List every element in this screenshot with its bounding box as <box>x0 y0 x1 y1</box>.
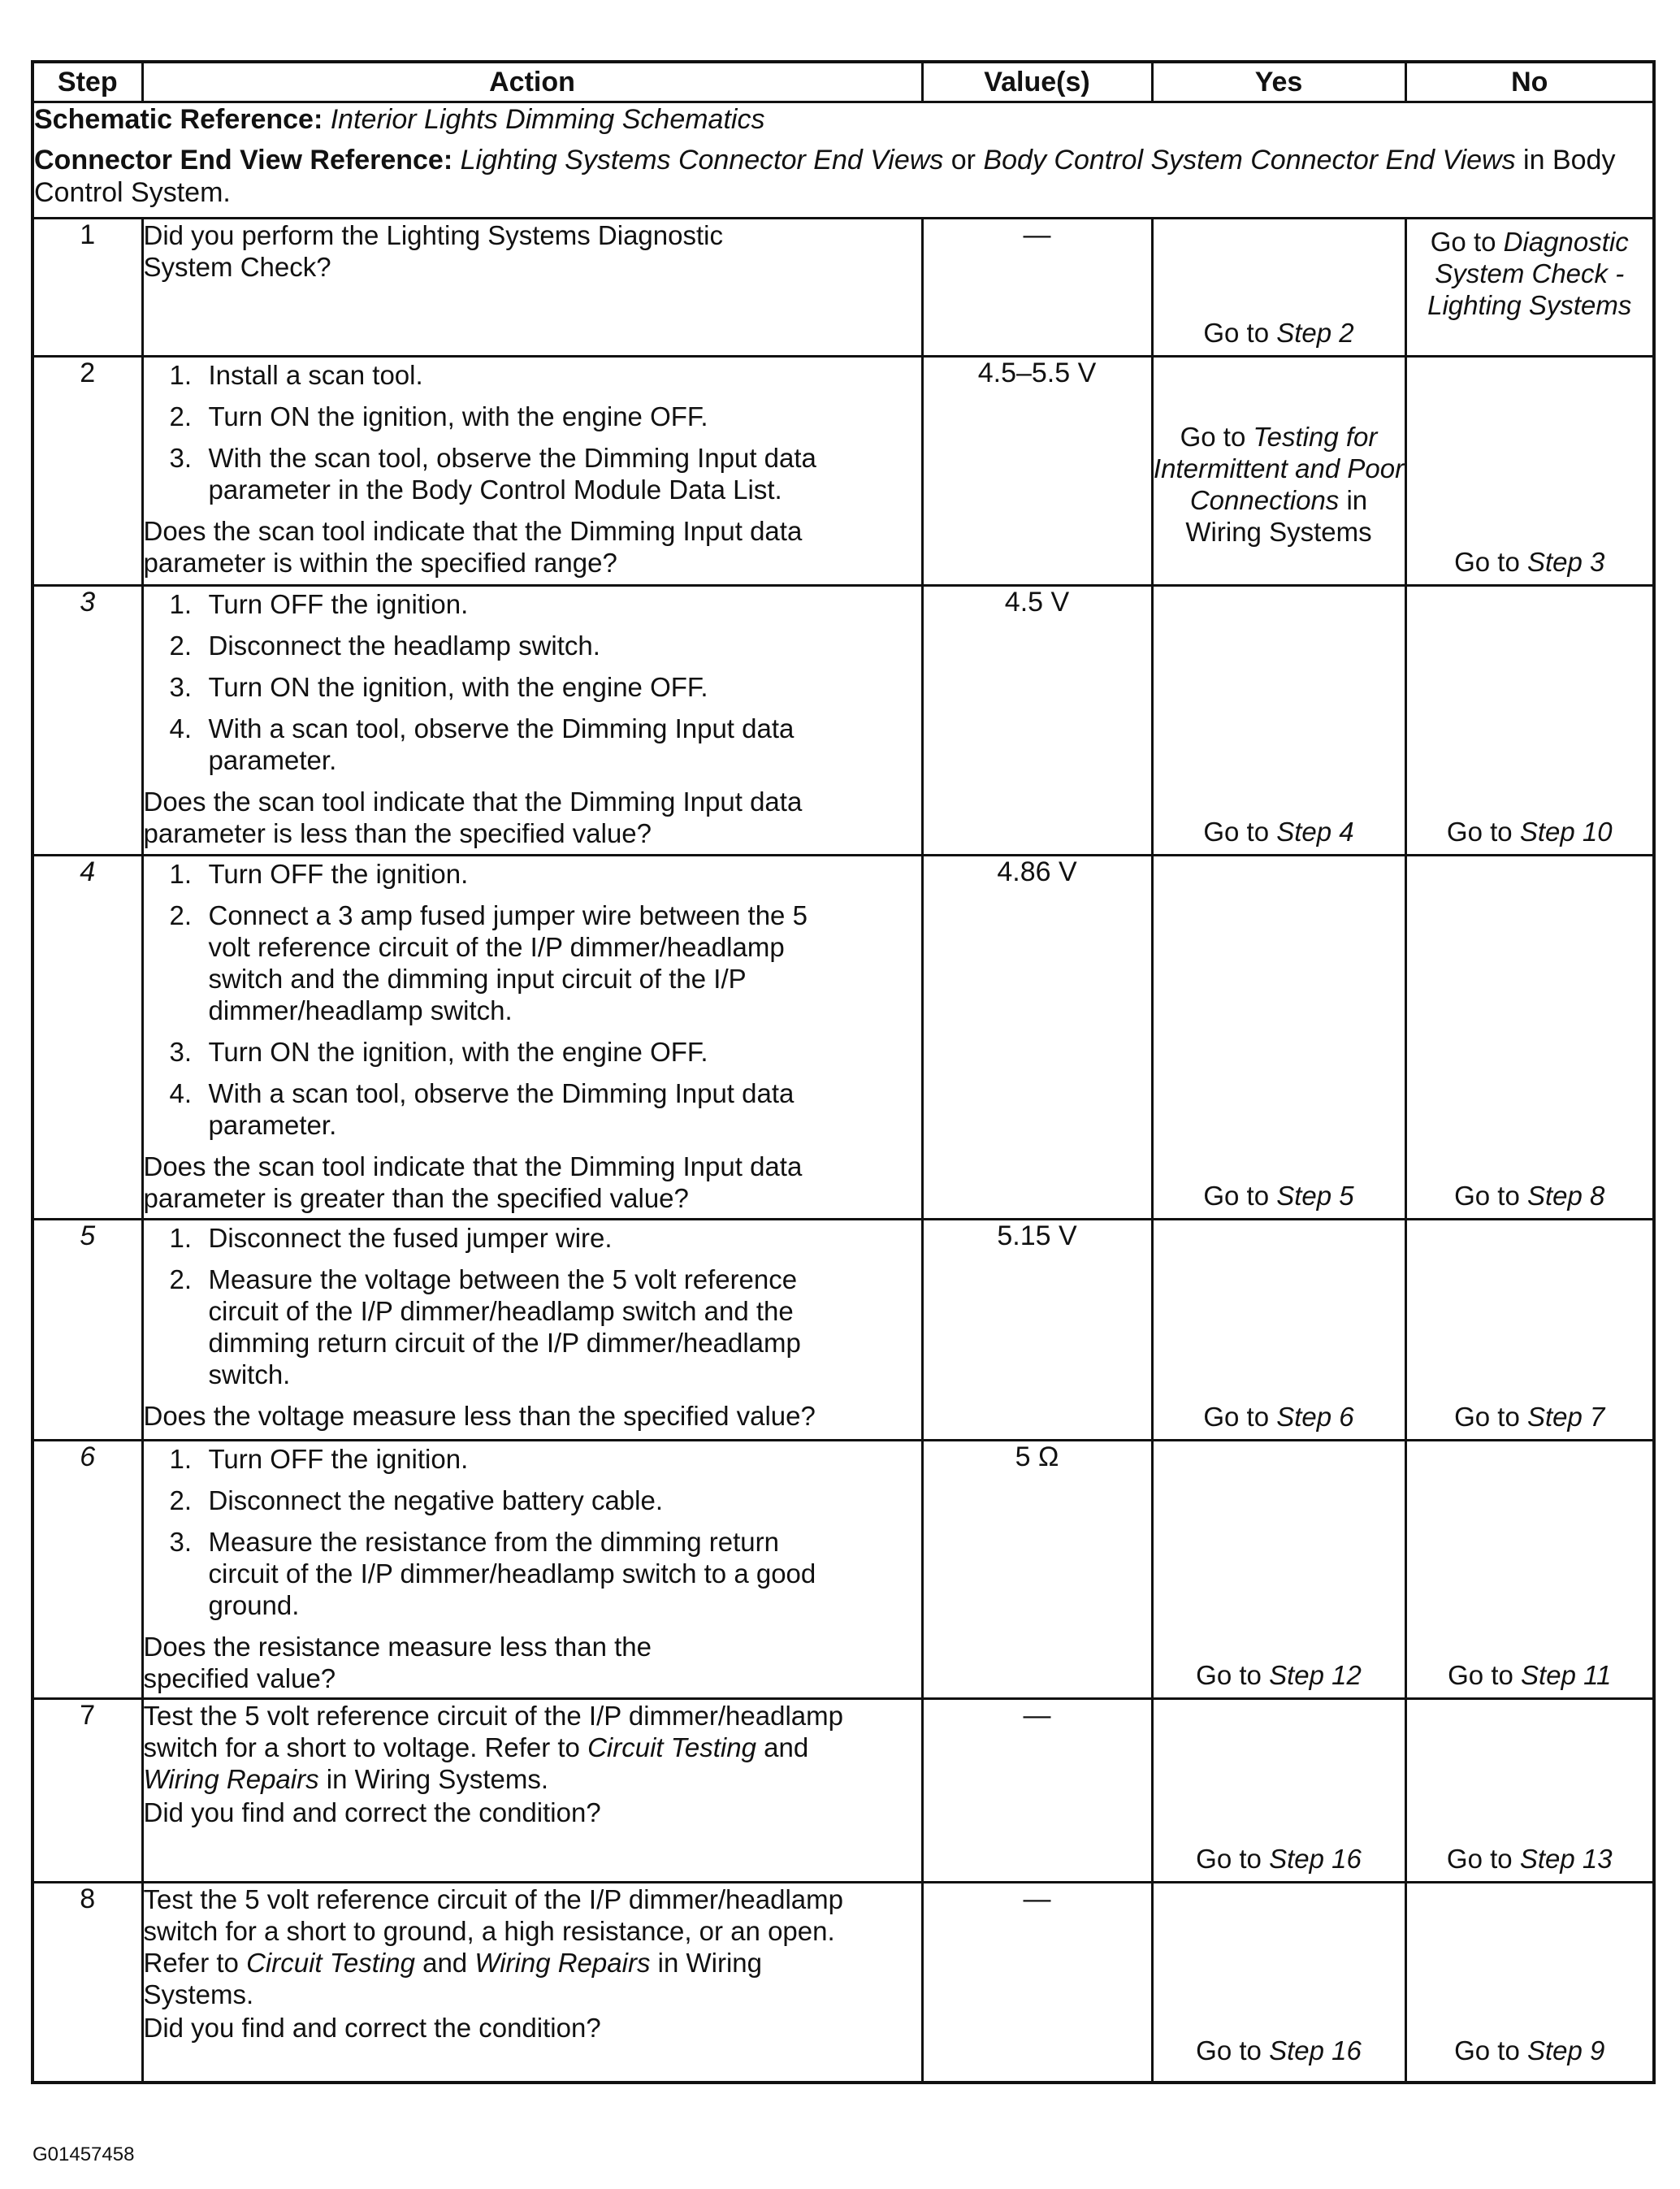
action-cell <box>142 1699 922 1883</box>
no-goto-target[interactable]: Step 11 <box>1521 1660 1612 1690</box>
reference-row <box>32 102 1654 219</box>
circuit-testing-link[interactable]: Circuit Testing <box>587 1732 756 1762</box>
value-cell: 4.86 V <box>922 856 1152 1220</box>
action-question: Does the scan tool indicate that the Dimming Input data parameter is within the specified range? <box>143 516 803 578</box>
list-item: 3. With the scan tool, observe the Dimming Input data parameter in the Body Control Module Data List. <box>169 443 816 505</box>
no-goto-target[interactable]: Step 3 <box>1526 547 1605 577</box>
yes-goto-target[interactable]: Step 16 <box>1269 1844 1362 1874</box>
no-goto-target[interactable]: Step 13 <box>1519 1844 1613 1874</box>
step-number: 7 <box>32 1699 142 1883</box>
step-row <box>32 1441 1654 1699</box>
no-goto-target[interactable]: Step 7 <box>1526 1402 1605 1432</box>
action-question: Does the resistance measure less than the specified value? <box>143 1632 652 1693</box>
no-goto-target[interactable]: Step 9 <box>1526 2035 1605 2065</box>
header-row <box>32 62 1654 102</box>
step-row <box>32 586 1654 856</box>
no-goto[interactable]: Go to Step 10 <box>1446 817 1613 847</box>
step-number: 8 <box>32 1883 142 2083</box>
yes-cell <box>1152 1220 1405 1441</box>
list-item: 1. Turn OFF the ignition. <box>169 589 469 619</box>
list-item: 2. Measure the voltage between the 5 volt reference circuit of the I/P dimmer/headlamp switch and the dimming return circuit of the I/P dimmer/headlamp switch. <box>169 1264 801 1389</box>
figure-id: G01457458 <box>32 2143 135 2165</box>
no-cell <box>1405 856 1654 1220</box>
action-question: Does the voltage measure less than the specified value? <box>143 1401 816 1431</box>
yes-goto-target[interactable]: Step 16 <box>1269 2035 1362 2065</box>
action-cell <box>142 357 922 586</box>
connector-reference-link-lighting[interactable]: Lighting Systems Connector End Views <box>460 145 944 176</box>
step-number: 3 <box>32 586 142 856</box>
schematic-reference-label: Schematic Reference: <box>34 104 323 135</box>
value-cell: 5 Ω <box>922 1441 1152 1699</box>
step-row <box>32 1883 1654 2083</box>
yes-goto[interactable]: Go to Step 12 <box>1196 1660 1362 1690</box>
value-cell: 5.15 V <box>922 1220 1152 1441</box>
value-cell: 4.5 V <box>922 586 1152 856</box>
connector-reference-or: or <box>950 145 976 176</box>
list-item: 4. With a scan tool, observe the Dimming Input data parameter. <box>169 1078 795 1140</box>
connector-reference <box>34 144 1652 209</box>
diagnostic-table <box>31 60 1656 2084</box>
yes-goto-target[interactable]: Step 6 <box>1276 1402 1354 1432</box>
step-number: 2 <box>32 357 142 586</box>
yes-goto-target[interactable]: Testing for Intermittent and Poor Connections <box>1153 422 1405 515</box>
yes-cell <box>1152 357 1405 586</box>
value-cell: 4.5–5.5 V <box>922 357 1152 586</box>
yes-goto[interactable]: Go to Step 6 <box>1203 1402 1354 1432</box>
no-goto-target[interactable]: Step 8 <box>1526 1181 1605 1211</box>
step-number: 4 <box>32 856 142 1220</box>
list-item: 2. Turn ON the ignition, with the engine OFF. <box>169 401 708 431</box>
action-question: Does the scan tool indicate that the Dimming Input data parameter is greater than the specified value? <box>143 1151 803 1213</box>
yes-goto-target[interactable]: Step 5 <box>1276 1181 1354 1211</box>
yes-goto[interactable]: Go to Step 16 <box>1196 1844 1362 1874</box>
value-cell: — <box>922 219 1152 357</box>
no-goto[interactable]: Go to Step 13 <box>1446 1844 1613 1874</box>
action-instruction: Test the 5 volt reference circuit of the I/P dimmer/headlamp switch for a short to ground, a high resistance, or an open. Refer to Circuit Testing and Wiring Repairs in Wiring Systems. <box>143 1884 843 2009</box>
schematic-reference <box>34 103 1652 136</box>
yes-goto-target[interactable]: Step 12 <box>1269 1660 1362 1690</box>
yes-cell <box>1152 856 1405 1220</box>
list-item: 2. Disconnect the negative battery cable. <box>169 1485 664 1515</box>
header-values: Value(s) <box>922 62 1152 102</box>
list-item: 1. Install a scan tool. <box>169 360 423 390</box>
action-cell <box>142 1441 922 1699</box>
yes-cell <box>1152 1883 1405 2083</box>
reference-cell <box>32 102 1654 219</box>
action-cell <box>142 1220 922 1441</box>
no-cell <box>1405 586 1654 856</box>
no-cell <box>1405 219 1654 357</box>
no-goto[interactable]: Go to Step 7 <box>1454 1402 1605 1432</box>
value-cell: — <box>922 1883 1152 2083</box>
circuit-testing-link[interactable]: Circuit Testing <box>246 1948 415 1978</box>
action-cell <box>142 586 922 856</box>
action-instruction: Test the 5 volt reference circuit of the I/P dimmer/headlamp switch for a short to voltage. Refer to Circuit Testing and Wiring Repairs in Wiring Systems. <box>143 1701 843 1794</box>
no-goto-target[interactable]: Diagnostic System Check - Lighting Systems <box>1427 227 1632 320</box>
yes-goto[interactable]: Go to Testing for Intermittent and Poor Connections in Wiring Systems <box>1153 422 1405 547</box>
list-item: 1. Turn OFF the ignition. <box>169 1444 469 1474</box>
action-cell <box>142 219 922 357</box>
yes-goto-target[interactable]: Step 2 <box>1276 318 1354 348</box>
no-goto[interactable]: Go to Step 11 <box>1448 1660 1612 1690</box>
list-item: 2. Disconnect the headlamp switch. <box>169 631 600 661</box>
no-cell <box>1405 357 1654 586</box>
no-cell <box>1405 1883 1654 2083</box>
wiring-repairs-link[interactable]: Wiring Repairs <box>143 1764 319 1794</box>
yes-cell <box>1152 586 1405 856</box>
no-goto[interactable]: Go to Step 8 <box>1454 1181 1605 1211</box>
no-goto[interactable]: Go to Diagnostic System Check - Lighting Systems <box>1427 227 1632 320</box>
action-question: Did you find and correct the condition? <box>143 1797 601 1827</box>
action-question: Does the scan tool indicate that the Dimming Input data parameter is less than the specified value? <box>143 787 803 848</box>
header-no: No <box>1405 62 1654 102</box>
step-number: 5 <box>32 1220 142 1441</box>
step-row <box>32 357 1654 586</box>
action-cell <box>142 856 922 1220</box>
wiring-repairs-link[interactable]: Wiring Repairs <box>474 1948 651 1978</box>
step-number: 6 <box>32 1441 142 1699</box>
action-cell <box>142 1883 922 2083</box>
yes-goto[interactable]: Go to Step 4 <box>1203 817 1354 847</box>
action-question: Did you perform the Lighting Systems Diagnostic System Check? <box>143 220 723 282</box>
connector-reference-link-body[interactable]: Body Control System Connector End Views <box>983 145 1516 176</box>
yes-cell <box>1152 1441 1405 1699</box>
step-row <box>32 219 1654 357</box>
value-cell: — <box>922 1699 1152 1883</box>
yes-goto-target[interactable]: Step 4 <box>1276 817 1354 847</box>
step-row <box>32 1220 1654 1441</box>
no-goto[interactable]: Go to Step 3 <box>1454 547 1605 577</box>
no-goto-target[interactable]: Step 10 <box>1519 817 1613 847</box>
header-action: Action <box>142 62 922 102</box>
list-item: 4. With a scan tool, observe the Dimming Input data parameter. <box>169 713 795 775</box>
step-row <box>32 1699 1654 1883</box>
schematic-reference-link[interactable]: Interior Lights Dimming Schematics <box>330 104 765 135</box>
connector-reference-label: Connector End View Reference: <box>34 145 453 176</box>
yes-goto[interactable]: Go to Step 16 <box>1196 2035 1362 2065</box>
header-step: Step <box>32 62 142 102</box>
list-item: 1. Disconnect the fused jumper wire. <box>169 1223 613 1253</box>
list-item: 2. Connect a 3 amp fused jumper wire between the 5 volt reference circuit of the I/P dimmer/headlamp switch and the dimming input circuit of the I/P dimmer/headlamp switch. <box>169 900 808 1025</box>
list-item: 3. Turn ON the ignition, with the engine OFF. <box>169 672 708 702</box>
action-question: Did you find and correct the condition? <box>143 2013 601 2043</box>
connector-reference-tail: in Body Control System. <box>34 145 1616 208</box>
step-row <box>32 856 1654 1220</box>
list-item: 3. Measure the resistance from the dimming return circuit of the I/P dimmer/headlamp switch to a good ground. <box>169 1527 816 1620</box>
yes-goto[interactable]: Go to Step 2 <box>1203 318 1354 348</box>
no-cell <box>1405 1699 1654 1883</box>
list-item: 3. Turn ON the ignition, with the engine OFF. <box>169 1037 708 1067</box>
no-cell <box>1405 1220 1654 1441</box>
yes-cell <box>1152 1699 1405 1883</box>
no-goto[interactable]: Go to Step 9 <box>1454 2035 1605 2065</box>
list-item: 1. Turn OFF the ignition. <box>169 859 469 889</box>
header-yes: Yes <box>1152 62 1405 102</box>
step-number: 1 <box>32 219 142 357</box>
yes-goto[interactable]: Go to Step 5 <box>1203 1181 1354 1211</box>
yes-cell <box>1152 219 1405 357</box>
no-cell <box>1405 1441 1654 1699</box>
